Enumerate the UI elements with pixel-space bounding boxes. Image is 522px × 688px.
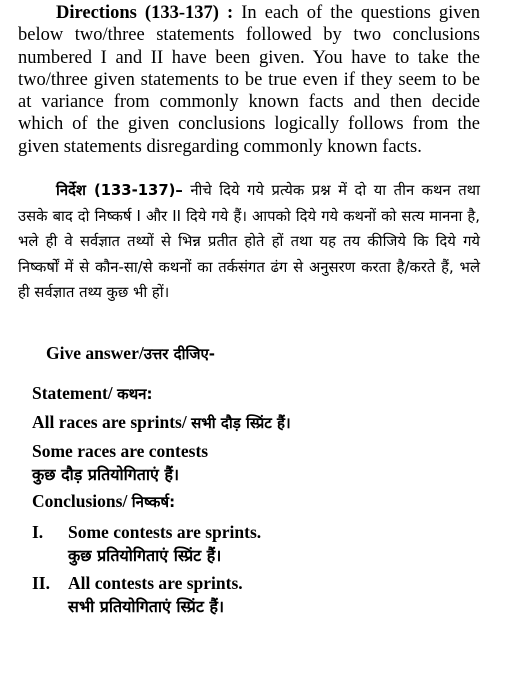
statement-2-english: Some races are contests (32, 441, 209, 461)
give-answer-english: Give answer/ (46, 343, 144, 363)
statement-heading (32, 383, 153, 404)
conclusion-1-hindi: कुछ प्रतियोगिताएं स्प्रिंट हैं। (68, 546, 222, 565)
give-answer-line (46, 343, 215, 364)
statement-heading-hindi: कथन: (117, 385, 153, 403)
statement-heading-english: Statement/ (32, 383, 118, 403)
conclusions-heading (32, 491, 175, 512)
conclusion-2-hindi: सभी प्रतियोगिताएं स्प्रिंट हैं। (68, 597, 225, 616)
statement-1 (32, 412, 291, 433)
statement-1-hindi: सभी दौड़ स्प्रिंट हैं। (191, 414, 291, 432)
conclusion-1-number: I. (32, 522, 44, 542)
statement-1-english: All races are sprints/ (32, 412, 192, 432)
conclusion-2-english: All contests are sprints. (68, 573, 243, 593)
directions-english (18, 2, 480, 158)
give-answer-hindi: उत्तर दीजिए- (143, 345, 216, 363)
conclusions-heading-hindi: निष्कर्ष: (131, 493, 176, 511)
directions-hindi-body: नीचे दिये गये प्रत्येक प्रश्न में दो या तीन कथन तथा उसके बाद दो निष्कर्ष I और II दिये गये हैं। आपको दिये गये कथनों को सत्य मानना है, भले ही वे सर्वज्ञात तथ्यों से भिन्न प्रतीत होते हों तथा यह तय कीजिये कि दिये गये निष्कर्षों में से कौन-सा/से कथनों का तर्कसंगत ढंग से अनुसरण करता है/करते हैं, भले ही सर्वज्ञात तथ्य कुछ भी हों। (18, 182, 480, 302)
statement-2-hindi: कुछ दौड़ प्रतियोगिताएं हैं। (32, 465, 180, 484)
conclusions-heading-english: Conclusions/ (32, 491, 132, 511)
conclusion-2-number: II. (32, 573, 50, 593)
directions-hindi (18, 178, 480, 306)
conclusion-1-english: Some contests are sprints. (68, 522, 262, 542)
directions-english-lead: Directions (133-137) : (56, 3, 234, 23)
directions-english-body: In each of the questions given below two/three statements followed by two conclusions numbered I and II have been given. You have to take the two/three given statements to be true even if they seem to be at variance from commonly known facts and then decide which of the given conclusions logically follows from the given statements disregarding commonly known facts. (18, 3, 481, 157)
directions-hindi-lead: निर्देश (133-137)– (56, 182, 183, 199)
